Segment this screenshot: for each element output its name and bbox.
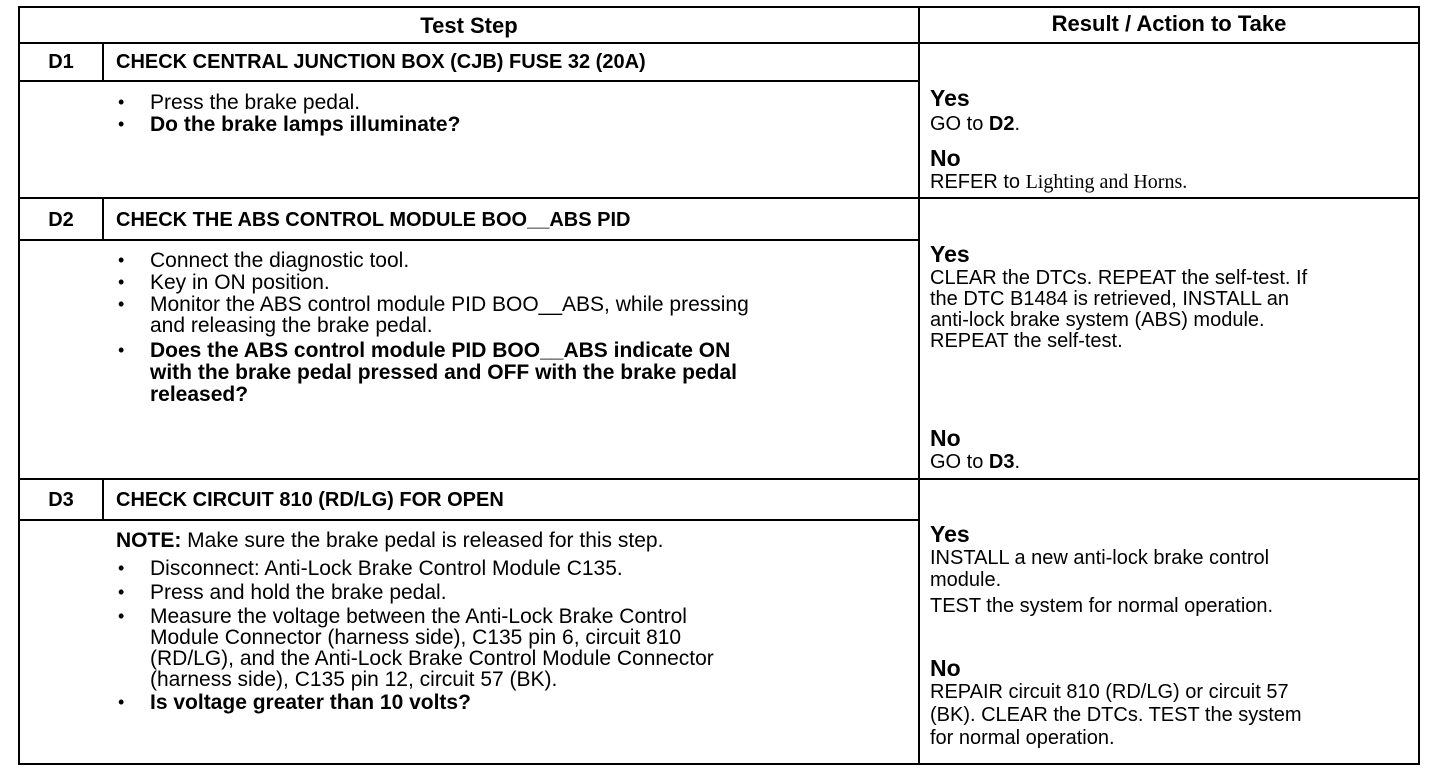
bullet-icon: • [118, 114, 125, 134]
column-divider [918, 8, 920, 763]
step-item-text: released? [150, 383, 249, 406]
step-item-text: (RD/LG), and the Anti-Lock Brake Control Module Connector [150, 647, 714, 670]
step-item-text: Press the brake pedal. [150, 91, 361, 114]
yes-action: INSTALL a new anti-lock brake control [930, 547, 1270, 569]
step-id: D2 [48, 209, 74, 231]
step-item-text: Do the brake lamps illuminate? [150, 113, 461, 136]
yes-action: anti-lock brake system (ABS) module. [930, 309, 1265, 331]
header-rule [20, 42, 1418, 44]
step-item-text: with the brake pedal pressed and OFF with the brake pedal [150, 361, 737, 384]
no-action: GO to D3. [930, 451, 1021, 473]
no-action: REPAIR circuit 810 (RD/LG) or circuit 57 [930, 681, 1289, 703]
bullet-icon: • [118, 582, 125, 602]
yes-action: the DTC B1484 is retrieved, INSTALL an [930, 288, 1290, 310]
bullet-icon: • [118, 294, 125, 314]
step-item-text: Is voltage greater than 10 volts? [150, 691, 471, 714]
no-action: (BK). CLEAR the DTCs. TEST the system [930, 704, 1302, 726]
yes-label: Yes [930, 241, 970, 267]
step-item-text: Press and hold the brake pedal. [150, 581, 447, 604]
step-title: CHECK CIRCUIT 810 (RD/LG) FOR OPEN [116, 489, 504, 511]
step-title: CHECK CENTRAL JUNCTION BOX (CJB) FUSE 32 (20A) [116, 51, 646, 73]
step-id: D3 [48, 489, 74, 511]
yes-action: module. [930, 569, 1002, 591]
step-title-rule [20, 80, 918, 82]
no-label: No [930, 425, 961, 451]
step-item-text: Measure the voltage between the Anti-Lock Brake Control [150, 605, 687, 628]
step-rule [20, 197, 1418, 199]
step-item-text: Monitor the ABS control module PID BOO__ABS, while pressing [150, 293, 749, 316]
step-item-text: Connect the diagnostic tool. [150, 249, 410, 272]
manual-ref: Lighting and Horns. [1025, 171, 1188, 193]
step-ref: D2 [988, 113, 1015, 135]
yes-label: Yes [930, 85, 970, 111]
header-result-action: Result / Action to Take [1051, 11, 1287, 36]
note-label: NOTE: [116, 529, 182, 552]
bullet-icon: • [118, 606, 125, 626]
no-action: REFER to Lighting and Horns. [930, 171, 1188, 193]
step-note: NOTE: Make sure the brake pedal is released for this step. [116, 529, 664, 552]
step-id-divider [102, 42, 104, 82]
diagnostic-table [18, 6, 1420, 765]
yes-action: TEST the system for normal operation. [930, 595, 1274, 617]
no-label: No [930, 145, 961, 171]
bullet-icon: • [118, 272, 125, 292]
step-item-text: and releasing the brake pedal. [150, 314, 433, 337]
step-rule [20, 478, 1418, 480]
no-action: for normal operation. [930, 727, 1115, 749]
yes-action: CLEAR the DTCs. REPEAT the self-test. If [930, 267, 1308, 289]
yes-action: GO to D2. [930, 113, 1021, 135]
bullet-icon: • [118, 92, 125, 112]
yes-label: Yes [930, 521, 970, 547]
bullet-icon: • [118, 340, 125, 360]
step-ref: D3 [988, 451, 1015, 473]
step-title-rule [20, 519, 918, 521]
step-title: CHECK THE ABS CONTROL MODULE BOO__ABS PID [116, 209, 631, 231]
step-item-text: (harness side), C135 pin 12, circuit 57 (BK). [150, 668, 558, 691]
step-title-rule [20, 239, 918, 241]
yes-action: REPEAT the self-test. [930, 330, 1123, 352]
step-id-divider [102, 197, 104, 241]
step-item-text: Does the ABS control module PID BOO__ABS indicate ON [150, 339, 731, 362]
bullet-icon: • [118, 250, 125, 270]
header-test-step: Test Step [420, 13, 518, 38]
bullet-icon: • [118, 692, 125, 712]
step-item-text: Key in ON position. [150, 271, 330, 294]
step-item-text: Module Connector (harness side), C135 pin 6, circuit 810 [150, 626, 682, 649]
step-id-divider [102, 478, 104, 521]
step-item-text: Disconnect: Anti-Lock Brake Control Module C135. [150, 557, 623, 580]
bullet-icon: • [118, 558, 125, 578]
step-id: D1 [48, 51, 74, 73]
no-label: No [930, 655, 961, 681]
